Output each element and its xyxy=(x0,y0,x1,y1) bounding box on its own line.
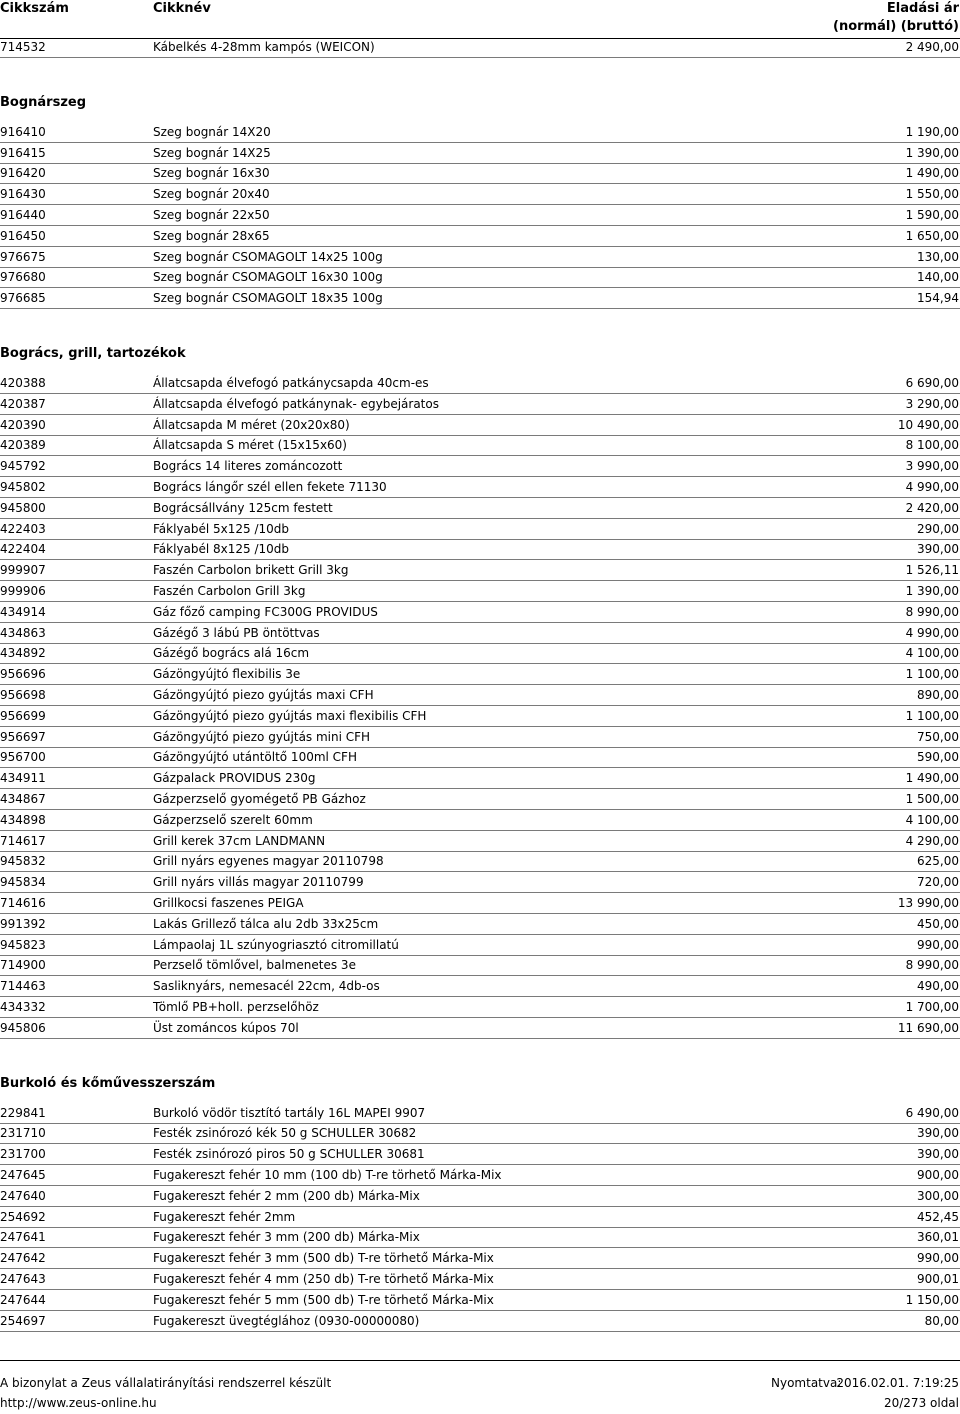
item-code: 247645 xyxy=(0,1168,46,1182)
item-name: Gázperzselő gyomégető PB Gázhoz xyxy=(153,792,366,806)
table-row xyxy=(0,976,960,997)
item-name: Bogrács lángőr szél ellen fekete 71130 xyxy=(153,480,387,494)
item-code: 916415 xyxy=(0,145,46,160)
header-price: Eladási ár xyxy=(886,1,959,16)
item-name: Fugakereszt fehér 3 mm (500 db) T-re törhető Márka-Mix xyxy=(153,1251,494,1266)
item-name: Állatcsapda M méret (20x20x80) xyxy=(153,417,350,432)
table-row xyxy=(0,872,960,893)
section-title: Bogrács, grill, tartozékok xyxy=(0,346,186,361)
item-code: 916430 xyxy=(0,187,46,202)
table-row xyxy=(0,768,960,789)
table-row xyxy=(0,205,960,226)
item-name: Üst zománcos kúpos 70l xyxy=(153,1020,299,1035)
item-price: 720,00 xyxy=(917,875,959,890)
item-code: 945834 xyxy=(0,875,46,890)
item-code: 434914 xyxy=(0,604,46,619)
item-code: 956698 xyxy=(0,688,46,702)
item-code: 247641 xyxy=(0,1230,46,1245)
item-code: 956697 xyxy=(0,729,46,744)
item-code: 976675 xyxy=(0,249,46,264)
footer-printed-label: Nyomtatva: xyxy=(771,1376,842,1390)
item-price: 390,00 xyxy=(917,1126,959,1141)
item-code: 231710 xyxy=(0,1126,46,1141)
item-name: Szeg bognár 14X25 xyxy=(153,145,271,160)
item-name: Grillkocsi faszenes PEIGA xyxy=(153,896,304,910)
item-price: 1 526,11 xyxy=(905,563,959,578)
item-name: Szeg bognár CSOMAGOLT 16x30 100g xyxy=(153,270,383,285)
item-price: 390,00 xyxy=(917,1147,959,1162)
item-name: Burkoló vödör tisztító tartály 16L MAPEI 9907 xyxy=(153,1105,426,1120)
item-price: 1 700,00 xyxy=(905,1000,959,1014)
item-price: 4 100,00 xyxy=(905,646,959,661)
item-name: Szeg bognár CSOMAGOLT 14x25 100g xyxy=(153,249,383,264)
item-name: Szeg bognár 28x65 xyxy=(153,228,270,243)
item-code: 422403 xyxy=(0,521,46,536)
item-name: Grill nyárs egyenes magyar 20110798 xyxy=(153,854,384,869)
item-name: Bogrács 14 literes zománcozott xyxy=(153,459,343,474)
item-price: 450,00 xyxy=(917,916,959,931)
item-price: 3 290,00 xyxy=(905,396,959,411)
item-code: 420387 xyxy=(0,396,46,411)
table-row xyxy=(0,1186,960,1207)
table-row xyxy=(0,623,960,644)
item-name: Fáklyabél 8x125 /10db xyxy=(153,542,290,557)
item-code: 231700 xyxy=(0,1147,46,1162)
item-price: 452,45 xyxy=(917,1209,959,1224)
item-code: 956699 xyxy=(0,708,46,723)
item-name: Grill kerek 37cm LANDMANN xyxy=(153,833,326,848)
table-row xyxy=(0,914,960,935)
item-name: Perzselő tömlővel, balmenetes 3e xyxy=(153,958,356,973)
table-row xyxy=(0,1144,960,1165)
item-price: 1 390,00 xyxy=(905,145,959,160)
item-price: 900,01 xyxy=(917,1272,959,1286)
item-code: 714900 xyxy=(0,958,46,973)
item-code: 422404 xyxy=(0,542,46,557)
table-row xyxy=(0,267,960,288)
item-name: Szeg bognár 22x50 xyxy=(153,208,270,222)
table-row xyxy=(0,1248,960,1269)
item-code: 956696 xyxy=(0,667,46,682)
table-row xyxy=(0,415,960,436)
item-price: 1 390,00 xyxy=(905,584,959,598)
item-name: Szeg bognár CSOMAGOLT 18x35 100g xyxy=(153,291,383,306)
item-code: 945823 xyxy=(0,937,46,952)
item-code: 247644 xyxy=(0,1292,46,1307)
table-row xyxy=(0,1018,960,1039)
item-price: 4 290,00 xyxy=(905,833,959,848)
item-name: Gázöngyújtó piezo gyújtás maxi flexibilis CFH xyxy=(153,708,427,723)
item-name: Gázégő bogrács alá 16cm xyxy=(153,646,310,661)
item-price: 490,00 xyxy=(917,979,959,994)
table-row xyxy=(0,394,960,415)
item-price: 1 190,00 xyxy=(905,124,959,139)
table-row xyxy=(0,664,960,685)
item-price: 625,00 xyxy=(917,854,959,869)
item-price: 80,00 xyxy=(924,1313,959,1328)
item-name: Fugakereszt fehér 3 mm (200 db) Márka-Mix xyxy=(153,1230,420,1245)
item-price: 6 690,00 xyxy=(905,376,959,390)
item-code: 916450 xyxy=(0,228,46,243)
item-price: 1 650,00 xyxy=(905,228,959,243)
table-row xyxy=(0,747,960,768)
item-price: 3 990,00 xyxy=(905,459,959,474)
item-name: Festék zsinórozó kék 50 g SCHULLER 30682 xyxy=(153,1126,417,1141)
table-row xyxy=(0,851,960,872)
item-name: Fugakereszt fehér 5 mm (500 db) T-re törhető Márka-Mix xyxy=(153,1292,494,1307)
table-row xyxy=(0,560,960,581)
table-row xyxy=(0,122,960,143)
item-code: 247643 xyxy=(0,1272,46,1286)
table-row xyxy=(0,477,960,498)
item-price: 6 490,00 xyxy=(905,1105,959,1120)
table-row xyxy=(0,37,960,58)
item-code: 434892 xyxy=(0,646,46,661)
item-price: 8 100,00 xyxy=(905,438,959,453)
item-code: 420389 xyxy=(0,438,46,453)
item-code: 714532 xyxy=(0,40,46,54)
item-price: 900,00 xyxy=(917,1168,959,1182)
table-row xyxy=(0,643,960,664)
item-code: 999907 xyxy=(0,563,46,578)
item-price: 300,00 xyxy=(917,1188,959,1203)
table-row xyxy=(0,456,960,477)
table-row xyxy=(0,602,960,623)
item-code: 991392 xyxy=(0,916,46,931)
table-row xyxy=(0,789,960,810)
table-row xyxy=(0,706,960,727)
table-row xyxy=(0,143,960,164)
footer-generator-note: A bizonylat a Zeus vállalatirányítási rendszerrel készült xyxy=(0,1376,332,1390)
table-row xyxy=(0,519,960,540)
table-row xyxy=(0,685,960,706)
item-price: 1 500,00 xyxy=(905,792,959,806)
item-name: Gázperzselő szerelt 60mm xyxy=(153,812,313,827)
item-name: Állatcsapda S méret (15x15x60) xyxy=(153,438,347,453)
item-code: 434911 xyxy=(0,771,46,786)
table-row xyxy=(0,163,960,184)
table-row xyxy=(0,1207,960,1228)
item-code: 945800 xyxy=(0,500,46,515)
item-name: Gázöngyújtó flexibilis 3e xyxy=(153,667,301,682)
item-name: Gázégő 3 lábú PB öntöttvas xyxy=(153,625,320,640)
item-name: Fáklyabél 5x125 /10db xyxy=(153,521,290,536)
item-price: 140,00 xyxy=(917,270,959,285)
table-header xyxy=(0,0,960,39)
header-code: Cikkszám xyxy=(0,1,69,16)
table-row xyxy=(0,810,960,831)
item-price: 1 550,00 xyxy=(905,187,959,202)
item-code: 976680 xyxy=(0,270,46,285)
item-price: 890,00 xyxy=(917,688,959,702)
table-row xyxy=(0,831,960,852)
section-title: Burkoló és kőművesszerszám xyxy=(0,1075,216,1091)
item-price: 10 490,00 xyxy=(897,417,959,432)
item-code: 956700 xyxy=(0,750,46,765)
item-price: 13 990,00 xyxy=(897,896,959,910)
item-code: 976685 xyxy=(0,291,46,306)
item-code: 945802 xyxy=(0,480,46,494)
table-row xyxy=(0,498,960,519)
item-name: Fugakereszt fehér 10 mm (100 db) T-re törhető Márka-Mix xyxy=(153,1168,502,1182)
table-row xyxy=(0,288,960,309)
item-name: Fugakereszt fehér 2 mm (200 db) Márka-Mix xyxy=(153,1188,420,1203)
item-price: 1 150,00 xyxy=(905,1292,959,1307)
item-name: Állatcsapda élvefogó patkánycsapda 40cm-es xyxy=(153,376,429,390)
table-row xyxy=(0,226,960,247)
item-name: Szeg bognár 16x30 xyxy=(153,166,270,181)
item-name: Gázpalack PROVIDUS 230g xyxy=(153,771,316,786)
table-row xyxy=(0,373,960,394)
table-row xyxy=(0,1311,960,1332)
item-price: 1 490,00 xyxy=(905,166,959,181)
item-code: 714616 xyxy=(0,896,46,910)
table-row xyxy=(0,247,960,268)
item-price: 2 490,00 xyxy=(905,40,959,54)
item-price: 750,00 xyxy=(917,729,959,744)
item-name: Faszén Carbolon brikett Grill 3kg xyxy=(153,563,349,578)
item-price: 1 490,00 xyxy=(905,771,959,786)
item-code: 247642 xyxy=(0,1251,46,1266)
footer-divider xyxy=(0,1360,960,1361)
table-row xyxy=(0,1103,960,1124)
table-row xyxy=(0,184,960,205)
item-price: 8 990,00 xyxy=(905,958,959,973)
item-price: 990,00 xyxy=(917,1251,959,1266)
item-price: 11 690,00 xyxy=(897,1020,959,1035)
header-name: Cikknév xyxy=(153,1,211,16)
item-name: Gázöngyújtó utántöltő 100ml CFH xyxy=(153,750,357,765)
table-row xyxy=(0,1269,960,1290)
item-code: 714617 xyxy=(0,833,46,848)
item-code: 247640 xyxy=(0,1188,46,1203)
item-code: 714463 xyxy=(0,979,46,994)
item-code: 916440 xyxy=(0,208,46,222)
item-code: 916420 xyxy=(0,166,46,181)
item-name: Lakás Grillező tálca alu 2db 33x25cm xyxy=(153,916,379,931)
item-code: 999906 xyxy=(0,584,46,598)
item-name: Gáz főző camping FC300G PROVIDUS xyxy=(153,604,378,619)
item-name: Tömlő PB+holl. perzselőhöz xyxy=(153,1000,319,1014)
item-code: 916410 xyxy=(0,124,46,139)
header-price-sub: (normál) (bruttó) xyxy=(833,19,959,34)
item-price: 2 420,00 xyxy=(905,500,959,515)
item-code: 434332 xyxy=(0,1000,46,1014)
item-code: 434898 xyxy=(0,812,46,827)
item-price: 1 590,00 xyxy=(905,208,959,222)
footer-link[interactable]: http://www.zeus-online.hu xyxy=(0,1396,157,1410)
table-row xyxy=(0,893,960,914)
item-name: Fugakereszt fehér 2mm xyxy=(153,1209,296,1224)
item-name: Gázöngyújtó piezo gyújtás maxi CFH xyxy=(153,688,374,702)
item-name: Bográcsállvány 125cm festett xyxy=(153,500,333,515)
item-price: 290,00 xyxy=(917,521,959,536)
item-code: 945832 xyxy=(0,854,46,869)
section-title: Bognárszeg xyxy=(0,94,87,110)
table-row xyxy=(0,727,960,748)
item-price: 390,00 xyxy=(917,542,959,557)
item-name: Lámpaolaj 1L szúnyogriasztó citromillatú xyxy=(153,937,399,952)
table-row xyxy=(0,539,960,560)
item-price: 4 100,00 xyxy=(905,812,959,827)
item-code: 254697 xyxy=(0,1313,46,1328)
item-name: Szeg bognár 14X20 xyxy=(153,124,271,139)
item-name: Grill nyárs villás magyar 20110799 xyxy=(153,875,364,890)
item-name: Állatcsapda élvefogó patkánynak- egybejáratos xyxy=(153,396,439,411)
table-row xyxy=(0,997,960,1018)
table-row xyxy=(0,935,960,956)
item-code: 434867 xyxy=(0,792,46,806)
item-code: 420388 xyxy=(0,376,46,390)
item-name: Faszén Carbolon Grill 3kg xyxy=(153,584,306,598)
table-row xyxy=(0,1123,960,1144)
item-code: 434863 xyxy=(0,625,46,640)
footer-printed-value: 2016.02.01. 7:19:25 xyxy=(836,1376,959,1390)
item-name: Fugakereszt fehér 4 mm (250 db) T-re törhető Márka-Mix xyxy=(153,1272,494,1286)
table-row xyxy=(0,581,960,602)
item-code: 945792 xyxy=(0,459,46,474)
item-price: 4 990,00 xyxy=(905,480,959,494)
table-row xyxy=(0,955,960,976)
table-row xyxy=(0,435,960,456)
footer-page-number: 20/273 oldal xyxy=(883,1396,959,1410)
item-price: 4 990,00 xyxy=(905,625,959,640)
item-name: Fugakereszt üvegtéglához (0930-00000080) xyxy=(153,1313,420,1328)
item-price: 130,00 xyxy=(917,249,959,264)
item-price: 360,01 xyxy=(917,1230,959,1245)
item-name: Sasliknyárs, nemesacél 22cm, 4db-os xyxy=(153,979,380,994)
table-row xyxy=(0,1165,960,1186)
item-price: 1 100,00 xyxy=(905,708,959,723)
item-price: 990,00 xyxy=(917,937,959,952)
item-price: 8 990,00 xyxy=(905,604,959,619)
item-code: 254692 xyxy=(0,1209,46,1224)
item-price: 590,00 xyxy=(917,750,959,765)
item-price: 154,94 xyxy=(917,291,959,306)
table-row xyxy=(0,1290,960,1311)
item-name: Festék zsinórozó piros 50 g SCHULLER 30681 xyxy=(153,1147,425,1162)
item-code: 420390 xyxy=(0,417,46,432)
item-price: 1 100,00 xyxy=(905,667,959,682)
item-name: Kábelkés 4-28mm kampós (WEICON) xyxy=(153,40,375,54)
item-name: Gázöngyújtó piezo gyújtás mini CFH xyxy=(153,729,371,744)
item-code: 229841 xyxy=(0,1105,46,1120)
item-name: Szeg bognár 20x40 xyxy=(153,187,270,202)
table-row xyxy=(0,1227,960,1248)
item-code: 945806 xyxy=(0,1020,46,1035)
